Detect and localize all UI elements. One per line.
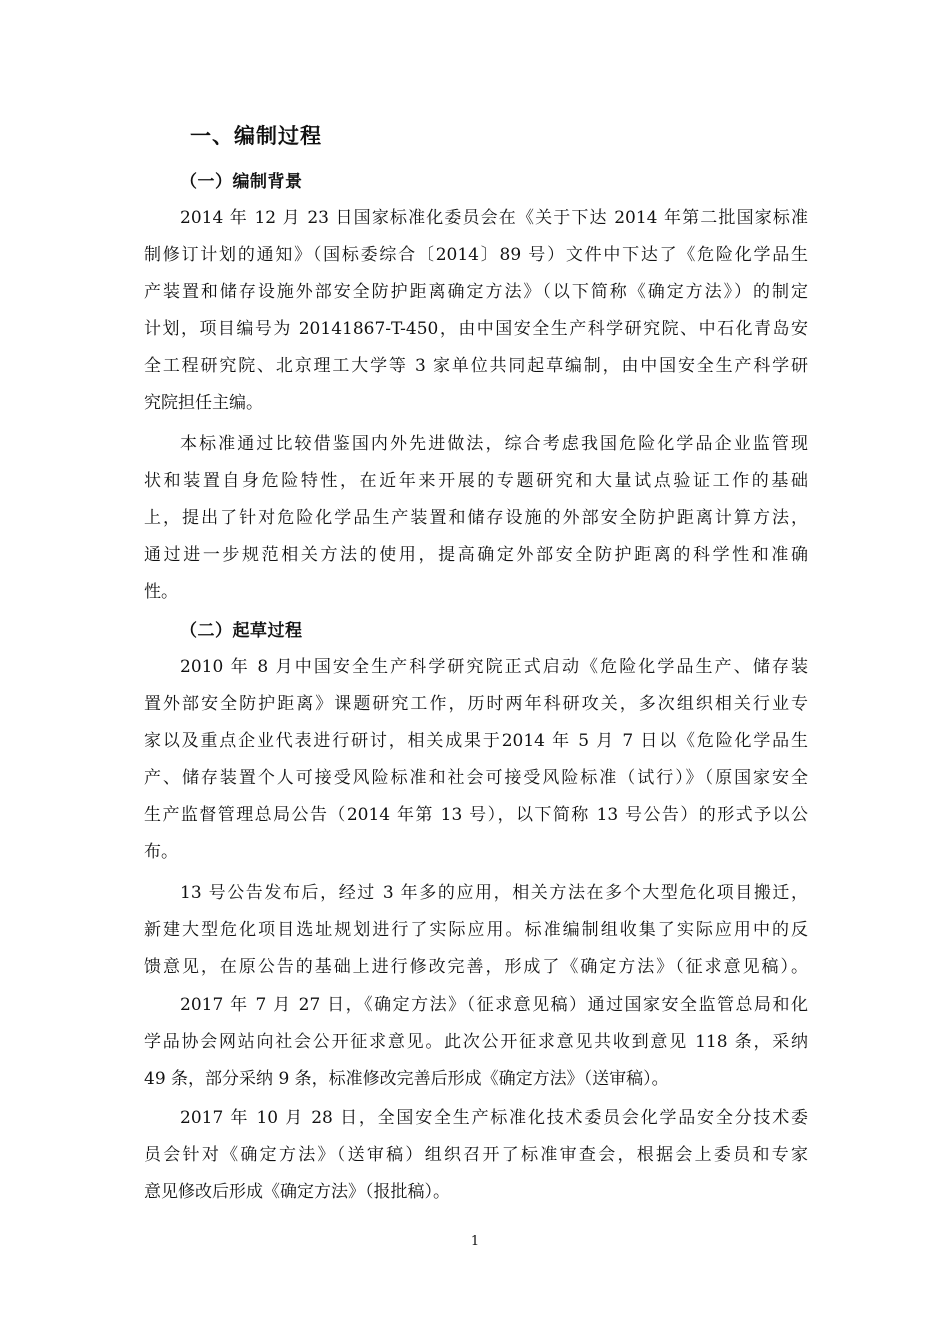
paragraph-background-1 [144,200,808,422]
subsection-heading-drafting: （二）起草过程 [180,621,303,641]
text-line: 究院担任主编。 [144,393,263,413]
text-line: 员会针对《确定方法》（送审稿）组织召开了标准审查会，根据会上委员和专家 [144,1145,808,1165]
paragraph-background-2 [144,426,808,611]
paragraph-drafting-3 [144,987,808,1098]
text-line: 性。 [144,582,178,602]
text-line: 2014 年 12 月 23 日国家标准化委员会在《关于下达 2014 年第二批国家标准 [180,208,808,228]
text-line: 计划，项目编号为 20141867-T-450，由中国安全生产科学研究院、中石化青岛安 [144,319,808,339]
text-line: 2017 年 10 月 28 日，全国安全生产标准化技术委员会化学品安全分技术委 [180,1108,808,1128]
text-line: 制修订计划的通知》（国标委综合〔2014〕89 号）文件中下达了《危险化学品生 [144,245,808,265]
text-line: 上，提出了针对危险化学品生产装置和储存设施的外部安全防护距离计算方法， [144,508,808,528]
text-line: 2010 年 8 月中国安全生产科学研究院正式启动《危险化学品生产、储存装 [180,657,808,677]
text-line: 49 条，部分采纳 9 条，标准修改完善后形成《确定方法》（送审稿）。 [144,1069,669,1089]
text-line: 意见修改后形成《确定方法》（报批稿）。 [144,1182,450,1202]
text-line: 置外部安全防护距离》课题研究工作，历时两年科研攻关，多次组织相关行业专 [144,694,808,714]
text-line: 状和装置自身危险特性，在近年来开展的专题研究和大量试点验证工作的基础 [144,471,808,491]
text-line: 通过进一步规范相关方法的使用，提高确定外部安全防护距离的科学性和准确 [144,545,808,565]
text-line: 13 号公告发布后，经过 3 年多的应用，相关方法在多个大型危化项目搬迁， [180,883,808,903]
text-line: 2017 年 7 月 27 日，《确定方法》（征求意见稿）通过国家安全监管总局和化 [180,995,808,1015]
section-title: 一、编制过程 [190,124,322,148]
text-line: 产装置和储存设施外部安全防护距离确定方法》（以下简称《确定方法》）的制定 [144,282,808,302]
page-number: 1 [470,1234,480,1249]
text-line: 全工程研究院、北京理工大学等 3 家单位共同起草编制，由中国安全生产科学研 [144,356,808,376]
text-line: 家以及重点企业代表进行研讨，相关成果于2014 年 5 月 7 日以《危险化学品生 [144,731,808,751]
text-line: 生产监督管理总局公告（2014 年第 13 号），以下简称 13 号公告）的形式予以公 [144,805,808,825]
text-line: 馈意见，在原公告的基础上进行修改完善，形成了《确定方法》（征求意见稿）。 [144,957,808,977]
text-line: 产、储存装置个人可接受风险标准和社会可接受风险标准（试行）》（原国家安全 [144,768,808,788]
paragraph-drafting-2 [144,875,808,986]
text-line: 学品协会网站向社会公开征求意见。此次公开征求意见共收到意见 118 条，采纳 [144,1032,808,1052]
text-line: 新建大型危化项目选址规划进行了实际应用。标准编制组收集了实际应用中的反 [144,920,808,940]
subsection-heading-background: （一）编制背景 [180,172,303,192]
paragraph-drafting-4 [144,1100,808,1211]
text-line: 布。 [144,842,178,862]
text-line: 本标准通过比较借鉴国内外先进做法，综合考虑我国危险化学品企业监管现 [180,434,808,454]
paragraph-drafting-1 [144,649,808,871]
